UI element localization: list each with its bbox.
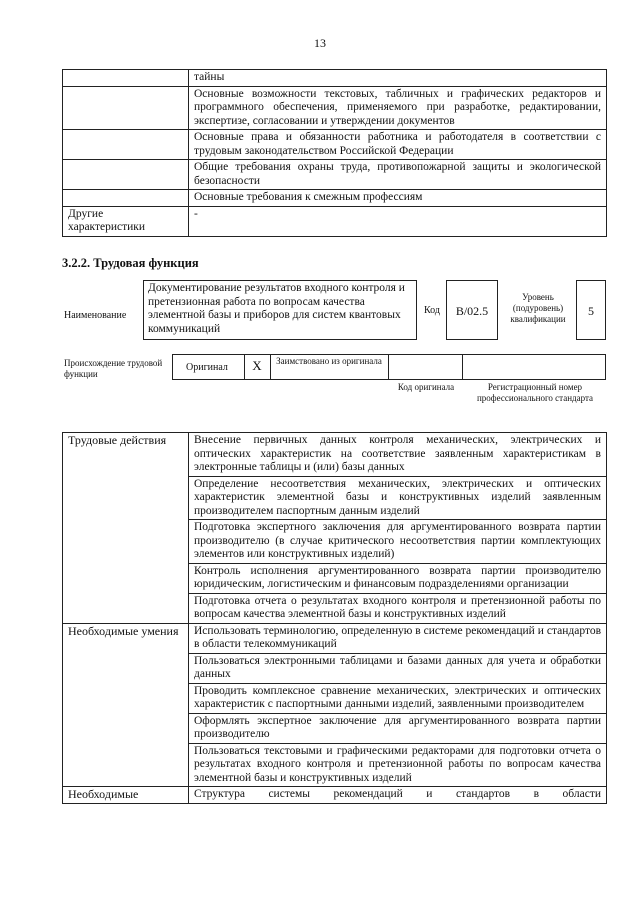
borrowed-label: Заимствовано из оригинала [276,356,382,366]
row-text: Основные возможности текстовых, табличных и графических редакторов и программного обеспечения, применяемого при разработке, редактировании, экспертизе, согласовании и утверждении документов [189,86,607,130]
row-label: Другие характеристики [63,206,189,236]
list-item: Использовать терминологию, определенную в системе рекомендаций и стандартов в области телекоммуникаций [189,623,607,653]
table-row [63,623,607,653]
group-label: Необходимые [63,787,189,804]
list-item: Проводить комплексное сравнение механических, электрических и оптических характеристик с паспортными данными изделий, заявленными производителем [189,683,607,713]
table-row [63,190,607,207]
divider [270,354,271,380]
table-row [63,70,607,87]
table-row [63,787,607,804]
row-text: тайны [189,70,607,87]
table-row [63,130,607,160]
row-text: Общие требования охраны труда, противопожарной защиты и экологической безопасности [189,160,607,190]
row-label [63,190,189,207]
list-item: Оформлять экспертное заключение для аргументированного возврата партии производителю [189,713,607,743]
list-item: Структура системы рекомендаций и стандартов в области [189,787,607,804]
row-label [63,86,189,130]
row-text: Основные требования к смежным профессиям [189,190,607,207]
group-label: Трудовые действия [63,433,189,624]
reg-caption: Регистрационный номер профессионального стандарта [476,382,594,403]
knowledge-table [62,69,607,237]
row-label [63,160,189,190]
row-text: Основные права и обязанности работника и работодателя в соответствии с трудовым законодательством Российской Федерации [189,130,607,160]
page-number: 13 [314,36,326,50]
code-caption: Код оригинала [397,382,455,392]
name-label: Наименование [64,310,127,321]
list-item: Подготовка отчета о результатах входного контроля и претензионной работы по вопросам качества элементной базы и конструктивных изделий [189,593,607,623]
level-label: Уровень (подуровень) квалификации [510,292,566,324]
function-details-table [62,432,607,804]
original-label: Оригинал [186,362,228,373]
divider [388,354,389,380]
table-row [63,206,607,236]
table-row [63,160,607,190]
divider [462,354,463,380]
group-label: Необходимые умения [63,623,189,787]
list-item: Пользоваться текстовыми и графическими редакторами для подготовки отчета о результатах входного контроля и претензионной работы по вопросам качества элементной базы и конструктивных изделий [189,743,607,787]
level-value: 5 [576,280,606,340]
code-label: Код [424,305,440,316]
original-mark: X [252,358,262,373]
function-code: B/02.5 [446,280,498,340]
function-name: Документирование результатов входного контроля и претензионная работа по вопросам качества элементной базы и приборов для систем квантовых коммуникаций [143,280,417,340]
table-row [63,433,607,477]
origin-label: Происхождение трудовой функции [64,358,163,379]
list-item: Контроль исполнения аргументированного возврата партии производителю юридическим, логистическим и финансовым подразделениями организации [189,563,607,593]
table-row [63,86,607,130]
list-item: Внесение первичных данных контроля механических, электрических и оптических характеристик на соответствие заявленным характеристикам в электронные таблицы и (или) базы данных [189,433,607,477]
section-title: 3.2.2. Трудовая функция [62,256,199,270]
list-item: Подготовка экспертного заключения для аргументированного возврата партии производителю (в случае критического несоответствия партии комплектующих элементов или конструктивных изделий) [189,520,607,564]
row-label [63,130,189,160]
list-item: Пользоваться электронными таблицами и базами данных для учета и обработки данных [189,653,607,683]
row-text: - [189,206,607,236]
row-label [63,70,189,87]
origin-box [172,354,606,380]
list-item: Определение несоответствия механических, электрических и оптических характеристик элементной базы и конструктивных изделий заявленным производителем паспортным данным изделий [189,476,607,520]
